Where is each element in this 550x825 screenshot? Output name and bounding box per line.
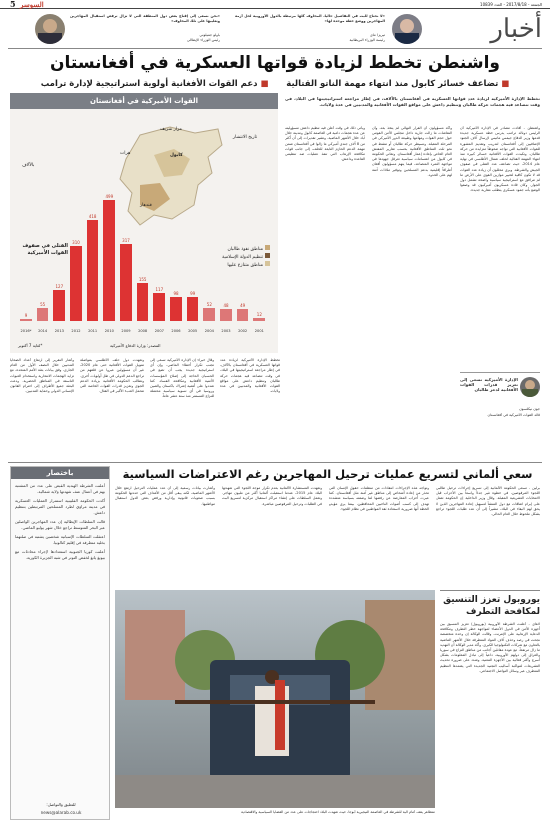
chart-year-label: 2002 [238, 329, 248, 333]
quote-name-may: تيريزا ماي [369, 33, 385, 37]
brief-item: قالت السلطات الإيطالية إن عدد المهاجرين الواصلين عبر البحر المتوسط تراجع خلال شهر يوليو الماضي. [15, 519, 105, 530]
chart-bar-value: 55 [40, 301, 46, 307]
brief-item: أعلنت كوريا الجنوبية استعدادها لإجراء محادثات مع بيونغ يانغ لخفض التوتر في شبه الجزيرة الكورية. [15, 549, 105, 560]
chart-bar-value: 117 [155, 286, 164, 292]
second-col-c: وتعهدت المستشارة الألمانية بعدم تكرار موجة اللجوء التي شهدتها البلاد عام 2015، عندما استقبلت ألمانيا أكثر من مليون مهاجر. وتعمل السلطات على إنشاء مراكز استقبال مركزية لتسريع البت في الطلبات وترحيل المرفوضين مباشرة. [222, 486, 322, 506]
main-col-b: وأكد مسؤولون أن القرار النهائي لم يتخذ بعد، وأن النقاشات ما زالت جارية داخل مجلس الأمن القومي حول حجم القوات ومهامها وطبيعة الدور الأميركي في المرحلة المقبلة. وتسيطر حركة طالبان أو تنشط في نحو ثلث المناطق الأفغانية بحسب تقارير المفتش العام الخاص بإعادة إعمار أفغانستان. وتعاني الحكومة في كابول من انقسامات سياسية تعرقل جهودها في مواجهة التمرد المتصاعد، فيما يتهم مسؤولون أفغان أطرافاً إقليمية بدعم المسلحين وتوفير ملاذات آمنة لهم على الحدود. [372, 126, 452, 177]
chart-year-label: 2011 [88, 329, 98, 333]
paper-name: السوسر [20, 0, 44, 9]
legend-contested: مناطق متنازع عليها [227, 263, 263, 268]
chart-bar-value: 9 [24, 312, 28, 318]
chart-title: القوات الأميركية في أفغانستان [10, 93, 278, 109]
chart-bar [253, 318, 265, 321]
chart-bar-value: 418 [88, 213, 97, 219]
chart-bar-value: 127 [55, 284, 64, 290]
issue-line: الجمعة - 2017/8/18 - العدد 10839 [480, 2, 542, 7]
brief-footer-label: للتعليق والتواصل: [46, 802, 76, 807]
legend-isis: تنظيم الدولة الإسلامية [222, 255, 263, 260]
chart-year-label: 2014 [38, 329, 48, 333]
chart-bar-value: 155 [138, 277, 147, 283]
quote-name-gentiloni: باولو جنتيلوني [199, 33, 220, 37]
map-city-herat: هرات [120, 151, 131, 156]
pull-quote-box [460, 372, 540, 430]
chart-year-label: 2008 [138, 329, 148, 333]
chart-year-label: 2005 [188, 329, 198, 333]
photo-person-arms [175, 700, 375, 704]
brief-item: أكدت الحكومة الفلبينية استمرار العمليات العسكرية في مدينة مراوي لطرد المسلحين المرتبطين بتنظيم داعش. [15, 498, 105, 515]
chart-year-label: 2016* [20, 329, 32, 333]
thousands-label: بالآلاف [22, 163, 35, 168]
deaths-label: القتلى في صفوف القوات الأميركية [22, 243, 68, 256]
map-city-mazar: مزار شريف [160, 127, 182, 132]
main-subheadlines [10, 79, 540, 90]
chart-bar [37, 308, 49, 321]
chart-bar-value: 52 [206, 302, 212, 308]
brief-title: باختصار [11, 467, 109, 479]
chart-bar-value: 99 [190, 291, 196, 297]
main-headline: واشنطن تخطط لزيادة قواتها العسكرية في أفغانستان [50, 53, 500, 73]
main-col-e: وتعهدت دول حلف الأطلسي بمواصلة تمويل القوات الأفغانية حتى عام 2020، غير أن مسؤولين عبروا عن قلقهم من تراجع الدعم الدولي في ظل أولويات أخرى. وتطالب الحكومة الأفغانية بزيادة الدعم الجوي وتعزيز قدرات القوات الخاصة التي تتحمل العبء الأكبر في القتال. [80, 358, 144, 394]
side-body: لاهاي - أعلنت الشرطة الأوروبية (يوروبول) تعزيز التنسيق بين أجهزة الأمن في الدول الأعضاء لمواجهة خطر التطرف ومكافحة الدعاية الإرهابية على الإنترنت. وقالت الوكالة إن وحدة متخصصة نجحت في رصد وحذف آلاف المواد المتطرفة خلال الأشهر الماضية بالتعاون مع شركات التكنولوجيا الكبرى. وأكد مدير الوكالة أن التهديد ما زال مرتفعاً، مع عودة مقاتلين أجانب من مناطق النزاع في سوريا والعراق إلى دولهم الأوروبية، داعياً إلى تبادل المعلومات بشكل أسرع وأكثر فعالية بين الأجهزة المعنية. وشدد على ضرورة تحديث التشريعات لمواكبة أساليب التجنيد الجديدة التي يعتمدها التنظيم المتطرف عبر وسائل التواصل الاجتماعي. [440, 622, 540, 673]
chart-bar [170, 297, 182, 321]
section-label: أخبار [490, 14, 542, 44]
chart-bar [137, 283, 149, 321]
chart-bar [20, 319, 32, 321]
divider [440, 590, 540, 591]
avatar-gentiloni [35, 14, 65, 44]
map-city-kabul: كابول [170, 153, 183, 158]
chart-year-label: 2013 [54, 329, 64, 333]
chart-bar-value: 499 [105, 194, 114, 200]
side-headline [440, 594, 540, 618]
legend-taliban: مناطق نفوذ طالبان [227, 247, 263, 252]
chart-year-label: 2001 [254, 329, 264, 333]
quote-may: «لا نحتاج للبت في التفاصيل حالياً، المخاوف كلها مرتبطة بالدول الأوروبية لحل أزمة المهاجرين ووضع خطة موحدة لها» [235, 14, 385, 24]
masthead-strip [0, 0, 550, 9]
map-city-kandahar: قندهار [140, 203, 152, 208]
chart-year-label: 2006 [171, 329, 181, 333]
second-col-b: وتواجه هذه الإجراءات انتقادات من منظمات حقوق الإنسان التي تحذر من إعادة أشخاص إلى مناطق غير آمنة مثل أفغانستان. كما عبرت أحزاب المعارضة عن رفضها لما وصفته بسياسة متشددة تهدف إلى كسب أصوات الناخبين المحافظين، بينما يرى مؤيدو الخطة أنها ضرورية لاستعادة ثقة المواطنين في نظام اللجوء. [329, 486, 429, 511]
chart-bar [237, 309, 249, 321]
chart-bar-value: 12 [256, 312, 262, 318]
pull-quote-role: قائد القوات الأميركية في أفغانستان [487, 413, 540, 417]
main-col-d: وقال خبراء إن الإدارة الأميركية تسعى إلى تجنب تكرار أخطاء الماضي، وإن أي استراتيجية جديدة يجب أن تضع في الحسبان الحاجة إلى إصلاح المؤسسات الأمنية الأفغانية ومكافحة الفساد. كما شددوا على أهمية إشراك باكستان والصين وروسيا في أي تسوية سياسية محتملة للنزاع المستمر منذ ستة عشر عاماً. [150, 358, 214, 399]
quote-gentiloni: «نحن نسعى إلى إقناع بعض دول المنطقة التي لا تزال ترفض استقبال المهاجرين وتغليبها على تلك المخاوف» [70, 14, 220, 24]
main-col-a: واشنطن - أفادت مصادر في الإدارة الأميركية أن الرئيس دونالد ترامب يدرس خطة عسكرية جديدة قدمها وزير الدفاع جيمس ماتيس لإرسال آلاف الجنود الإضافيين إلى أفغانستان لتدريب وتقديم المشورة للقوات الأفغانية التي تواجه ضغوطاً متزايدة من حركة طالبان. وتكبدت القوات الأفغانية خسائر كبيرة منذ انتهاء المهمة القتالية لحلف شمال الأطلسي في نهاية عام 2014، حيث تضاعف عدد القتلى في صفوف الجيش والشرطة. ويرى محللون أن زيادة عدد القوات قد لا تكون كافية لتغيير موازين القوى على الأرض ما لم تترافق مع استراتيجية سياسية واضحة تشمل دول الجوار. وكان قادة عسكريون أميركيون قد وصفوا الوضع بأنه جمود عسكري يتطلب مقاربة جديدة. [460, 126, 540, 193]
pull-quote-name: جون نيكلسون [519, 407, 540, 411]
main-col-extra: تخطط الإدارة الأميركية لزيادة عدد قواتها العسكرية في أفغانستان بالآلاف، في إطار مراجعة استراتيجيتها في البلاد، في وقت تتصاعد فيه هجمات حركة طالبان وتنظيم داعش على مواقع القوات الأفغانية والمدنيين في عدة ولايات. [220, 358, 280, 394]
page-number: 5 [10, 0, 16, 9]
brief-item: اعتقلت السلطات الإسبانية شخصين يشتبه في صلتهما بخلية متطرفة في إقليم كتالونيا. [15, 534, 105, 545]
chart-bar-value: 98 [173, 291, 179, 297]
main-col-c: ويأتي ذلك في وقت أعلن فيه تنظيم داعش مسؤوليته عن عدة هجمات دامية في العاصمة كابول ومدينة جلال آباد خلال الأشهر الماضية. وتشير تقديرات إلى أن أكثر من 8 آلاف جندي أميركي ما زالوا في أفغانستان ضمن مهمة الدعم الحازم التابعة للحلف، إلى جانب قوات مكافحة الإرهاب التي تنفذ عمليات ضد تنظيمي القاعدة وداعش. [285, 126, 365, 162]
photo-person-flag [275, 680, 285, 750]
chart-bar [120, 244, 132, 321]
divider [8, 48, 542, 49]
side-headline-line2: لمكافحة التطرف [466, 607, 540, 617]
chart-bar [53, 290, 65, 321]
chart-bar [103, 200, 115, 321]
quote-role-may: رئيسة الوزراء البريطانية [349, 38, 385, 42]
side-headline-line1: يوروبول تعزز التنسيق [443, 595, 540, 605]
chart-bar [70, 246, 82, 321]
pull-quote-text: الإدارة الأميركية تسعى إلى تعزيز قدرات القوات الأفغانية لدحر طالبان [460, 377, 518, 393]
chart-bar-value: 49 [240, 303, 246, 309]
second-col-a: برلين - تسعى الحكومة الألمانية إلى تسريع إجراءات ترحيل طالبي اللجوء المرفوضين، في خطوة تثير جدلاً واسعاً بين الأحزاب قبل الانتخابات التشريعية المقبلة. وقال وزير الداخلية إن الحكومة تعمل على إبرام اتفاقات مع دول المنشأ لتسهيل إعادة المهاجرين الذين لا يحق لهم البقاء في البلاد، مشيراً إلى أن عدد طلبات اللجوء تراجع بشكل ملحوظ خلال العام الحالي. [436, 486, 540, 517]
timeline-label: تاريخ الانتشار [232, 135, 258, 140]
divider [8, 462, 542, 463]
chart-bar [153, 293, 165, 321]
quote-role-gentiloni: رئيس الوزراء الإيطالي [187, 38, 220, 42]
second-col-d: وأشارت بيانات رسمية إلى أن عدد عمليات الترحيل ارتفع خلال الأشهر الماضية، لكنه يبقى أقل من الأهداف التي حددتها الحكومة بسبب صعوبات قانونية وإدارية ورفض بعض الدول استقبال مواطنيها. [115, 486, 215, 506]
avatar-may [392, 14, 422, 44]
brief-box [10, 466, 110, 820]
chart-bar-value: 310 [72, 239, 80, 245]
subheadline-2: ■ دعم القوات الأفغانية أولوية استراتيجية لإدارة ترامب [41, 79, 269, 89]
chart-year-label: 2007 [154, 329, 164, 333]
subheadline-1: ■ تضاعف خسائر كابول منذ انتهاء مهمة الناتو القتالية [286, 79, 509, 89]
chart-bar-value: 48 [223, 303, 229, 309]
bar-chart [18, 183, 268, 333]
chart-panel [10, 93, 278, 353]
chart-year-label: 2009 [121, 329, 131, 333]
chart-source: المصدر: وزارة الدفاع الأميركية [110, 343, 161, 348]
chart-year-label: 2010 [104, 329, 114, 333]
photo-caption: متظاهر يقف أمام آلية للشرطة في العاصمة النيجيرية أبوجا، حيث شهدت البلاد احتجاجات على عدد من القضايا السياسية والاقتصادية [240, 810, 435, 814]
main-lead: تخطط الإدارة الأميركية لزيادة عدد قواتها العسكرية في أفغانستان بالآلاف، في إطار مراجعة استراتيجيتها في البلاد، في وقت تتصاعد فيه هجمات حركة طالبان وتنظيم داعش على مواقع القوات الأفغانية والمدنيين في عدة ولايات. [285, 96, 540, 107]
chart-bar [87, 220, 99, 321]
news-photo [115, 590, 435, 808]
brief-item: أعلنت الشرطة الهندية القبض على عدد من المشتبه بهم في أعمال عنف شهدتها ولاية شمالية. [15, 483, 105, 494]
chart-bar [187, 297, 199, 321]
chart-bar [203, 308, 215, 321]
chart-year-label: 2004 [204, 329, 214, 333]
brief-list [11, 479, 109, 779]
photo-road [115, 775, 435, 808]
avatar-nicholson [520, 377, 540, 397]
second-headline: سعي ألماني لتسريع عمليات ترحيل المهاجرين رغم الاعتراضات السياسية [122, 467, 533, 481]
chart-year-label: 2012 [71, 329, 81, 333]
chart-bar [220, 309, 232, 321]
chart-year-label: 2003 [221, 329, 231, 333]
brief-footer-email[interactable]: news@alarab.co.uk [40, 810, 82, 815]
main-col-f: وأشار التقرير إلى ارتفاع أعداد الضحايا المدنيين خلال النصف الأول من العام الجاري، وفق بيانات بعثة الأمم المتحدة، مع تزايد الهجمات الانتحارية واستخدام العبوات الناسفة في المناطق الحضرية. ودعت البعثة جميع الأطراف إلى احترام القانون الإنساني الدولي وحماية المدنيين. [10, 358, 74, 394]
chart-note: *لغاية 7 أكتوبر [18, 343, 43, 348]
chart-bar-value: 317 [122, 238, 130, 244]
